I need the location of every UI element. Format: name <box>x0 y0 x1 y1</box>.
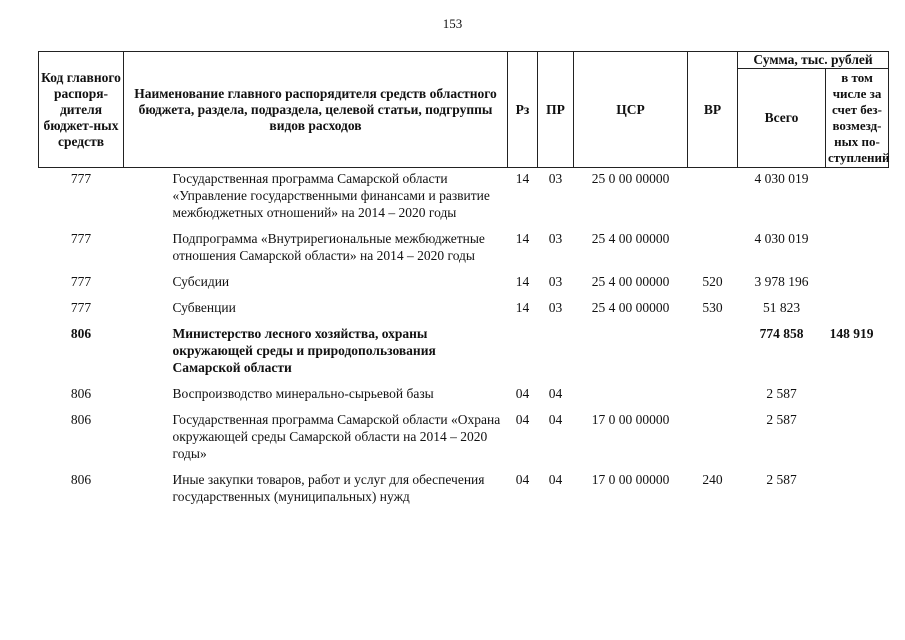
cell-name <box>124 273 508 299</box>
cell-free <box>826 299 889 325</box>
cell-csr: 25 4 00 00000 <box>591 300 670 315</box>
row-name-text: Государственная программа Самарской области «Управление государственными финансами и развитие межбюджетных отношений» на 2014 – 2020 годы <box>172 171 490 220</box>
row-name-text: Субвенции <box>172 300 236 315</box>
cell-csr <box>574 325 688 385</box>
cell-code: 806 <box>70 326 92 341</box>
cell-name <box>124 385 508 411</box>
cell-rz <box>508 325 538 385</box>
cell-rz: 14 <box>515 300 530 315</box>
cell-total: 4 030 019 <box>754 171 809 186</box>
table-row <box>39 325 889 385</box>
header-code: Код главного распоря-дителя бюджет-ных средств <box>39 52 124 168</box>
header-free: в том числе за счет без-возмезд-ных по-ступлений <box>826 69 889 168</box>
cell-name <box>124 471 508 514</box>
header-name: Наименование главного распорядителя средств областного бюджета, раздела, подраздела, целевой статьи, подгруппы видов расходов <box>124 52 508 168</box>
cell-free <box>826 273 889 299</box>
table-header <box>39 52 889 168</box>
cell-code: 777 <box>70 231 92 246</box>
header-total: Всего <box>738 69 826 168</box>
cell-name <box>124 230 508 273</box>
cell-vr <box>688 168 738 231</box>
cell-pr: 03 <box>548 171 563 186</box>
cell-pr: 03 <box>548 300 563 315</box>
header-vr: ВР <box>688 52 738 168</box>
cell-csr: 25 0 00 00000 <box>591 171 670 186</box>
cell-code: 777 <box>70 171 92 186</box>
row-name-text: Министерство лесного хозяйства, охраны окружающей среды и природопользования Самарской области <box>172 326 436 375</box>
cell-rz: 14 <box>515 171 530 186</box>
cell-rz: 14 <box>515 231 530 246</box>
cell-pr: 04 <box>548 472 563 487</box>
cell-total: 51 823 <box>762 300 801 315</box>
cell-free <box>826 230 889 273</box>
cell-total: 4 030 019 <box>754 231 809 246</box>
budget-table <box>38 51 889 514</box>
cell-vr <box>688 411 738 471</box>
cell-free <box>826 411 889 471</box>
cell-pr: 04 <box>548 386 563 401</box>
cell-rz: 04 <box>515 386 530 401</box>
cell-csr <box>574 385 688 411</box>
cell-vr: 240 <box>702 472 723 487</box>
cell-csr: 17 0 00 00000 <box>591 412 670 427</box>
row-name-text: Государственная программа Самарской области «Охрана окружающей среды Самарской области на 2014 – 2020 годы» <box>172 412 501 461</box>
cell-vr: 530 <box>702 300 723 315</box>
table-row <box>39 411 889 471</box>
cell-csr: 25 4 00 00000 <box>591 274 670 289</box>
cell-free: 148 919 <box>829 326 874 341</box>
cell-total: 774 858 <box>759 326 804 341</box>
table-row <box>39 168 889 231</box>
cell-name <box>124 299 508 325</box>
cell-total: 3 978 196 <box>754 274 809 289</box>
cell-rz: 04 <box>515 472 530 487</box>
header-csr: ЦСР <box>574 52 688 168</box>
cell-code: 777 <box>70 274 92 289</box>
cell-code: 777 <box>70 300 92 315</box>
cell-vr <box>688 325 738 385</box>
header-pr: ПР <box>538 52 574 168</box>
table-row <box>39 230 889 273</box>
page-number: 153 <box>442 16 463 31</box>
cell-total: 2 587 <box>766 472 797 487</box>
cell-rz: 04 <box>515 412 530 427</box>
table-body <box>39 168 889 515</box>
cell-free <box>826 385 889 411</box>
cell-name <box>124 168 508 231</box>
cell-free <box>826 471 889 514</box>
table-row <box>39 299 889 325</box>
cell-pr: 03 <box>548 274 563 289</box>
cell-code: 806 <box>70 412 92 427</box>
cell-csr: 17 0 00 00000 <box>591 472 670 487</box>
cell-vr <box>688 385 738 411</box>
cell-rz: 14 <box>515 274 530 289</box>
cell-pr <box>538 325 574 385</box>
cell-vr: 520 <box>702 274 723 289</box>
cell-code: 806 <box>70 472 92 487</box>
cell-total: 2 587 <box>766 412 797 427</box>
cell-pr: 03 <box>548 231 563 246</box>
cell-name <box>124 411 508 471</box>
table-row <box>39 385 889 411</box>
row-name-text: Подпрограмма «Внутрирегиональные межбюджетные отношения Самарской области» на 2014 – 2020 годы <box>172 231 485 263</box>
header-rz: Рз <box>508 52 538 168</box>
row-name-text: Воспроизводство минерально-сырьевой базы <box>172 386 434 401</box>
row-name-text: Иные закупки товаров, работ и услуг для обеспечения государственных (муниципальных) нужд <box>172 472 485 504</box>
cell-pr: 04 <box>548 412 563 427</box>
cell-total: 2 587 <box>766 386 797 401</box>
cell-csr: 25 4 00 00000 <box>591 231 670 246</box>
cell-free <box>826 168 889 231</box>
table-row <box>39 273 889 299</box>
table-row <box>39 471 889 514</box>
cell-code: 806 <box>70 386 92 401</box>
row-name-text: Субсидии <box>172 274 230 289</box>
cell-vr <box>688 230 738 273</box>
cell-name <box>124 325 508 385</box>
header-sum: Сумма, тыс. рублей <box>738 52 889 69</box>
